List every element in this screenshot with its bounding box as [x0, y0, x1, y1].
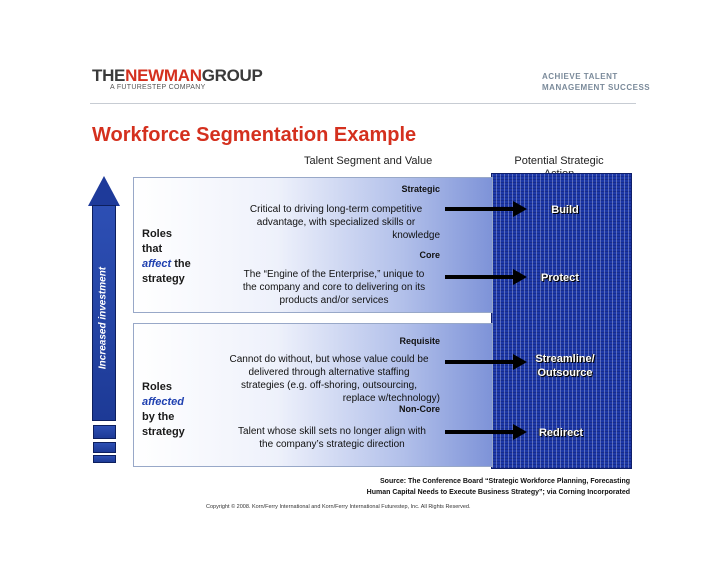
- logo-the: THE: [92, 66, 126, 85]
- roles-affect-label: Roles that affect the strategy: [142, 228, 191, 285]
- action-build: Build: [551, 204, 579, 216]
- source-citation: Source: The Conference Board “Strategic Workforce Planning, Forecasting Human Capital Needs to Execute Business Strategy”; via Corning Incorporated: [366, 478, 630, 496]
- slide-title: Workforce Segmentation Example: [92, 124, 417, 146]
- segment-label-requisite: Requisite: [399, 336, 440, 346]
- logo-newman: NEWMAN: [125, 66, 202, 85]
- arrow-block-3: [93, 455, 116, 463]
- tagline-line2: MANAGEMENT SUCCESS: [542, 83, 651, 92]
- segment-desc-strategic: Critical to driving long-term competitive advantage, with specialized skills or knowledge: [249, 204, 440, 241]
- copyright-notice: Copyright © 2008. Korn/Ferry International and Korn/Ferry International Futurestep, Inc. All Rights Reserved.: [206, 504, 471, 510]
- logo-subtitle: A FUTURESTEP COMPANY: [110, 84, 206, 91]
- logo-group: GROUP: [201, 66, 263, 85]
- segment-desc-non-core: Talent whose skill sets no longer align with the company’s strategic direction: [238, 426, 426, 450]
- segment-label-non-core: Non-Core: [399, 404, 440, 414]
- action-redirect: Redirect: [538, 427, 584, 439]
- segment-desc-requisite: Cannot do without, but whose value could be delivered through alternative staffing strategies (e.g. off-shoring, outsourcing, replace w/technology): [229, 354, 440, 404]
- up-arrow-head-icon: [88, 176, 120, 206]
- investment-label: Increased investment: [97, 266, 109, 370]
- action-protect: Protect: [541, 272, 579, 284]
- header-divider: [90, 103, 636, 104]
- roles-affected-label: Roles affected by the strategy: [142, 381, 185, 438]
- talent-column-header: Talent Segment and Value: [304, 155, 433, 167]
- company-logo: [92, 66, 263, 86]
- action-column-header: Potential Strategic: [514, 155, 604, 167]
- header-tagline: [542, 71, 650, 93]
- action-streamline-outsource: Streamline/ Outsource: [535, 353, 595, 379]
- arrow-block-1: [93, 425, 116, 439]
- segment-label-strategic: Strategic: [401, 184, 440, 194]
- arrow-block-2: [93, 442, 116, 453]
- tagline-line1: ACHIEVE TALENT: [542, 72, 618, 81]
- segment-label-core: Core: [419, 250, 440, 260]
- segment-desc-core: The “Engine of the Enterprise,” unique to the company and core to delivering on its products and/or services: [242, 269, 426, 306]
